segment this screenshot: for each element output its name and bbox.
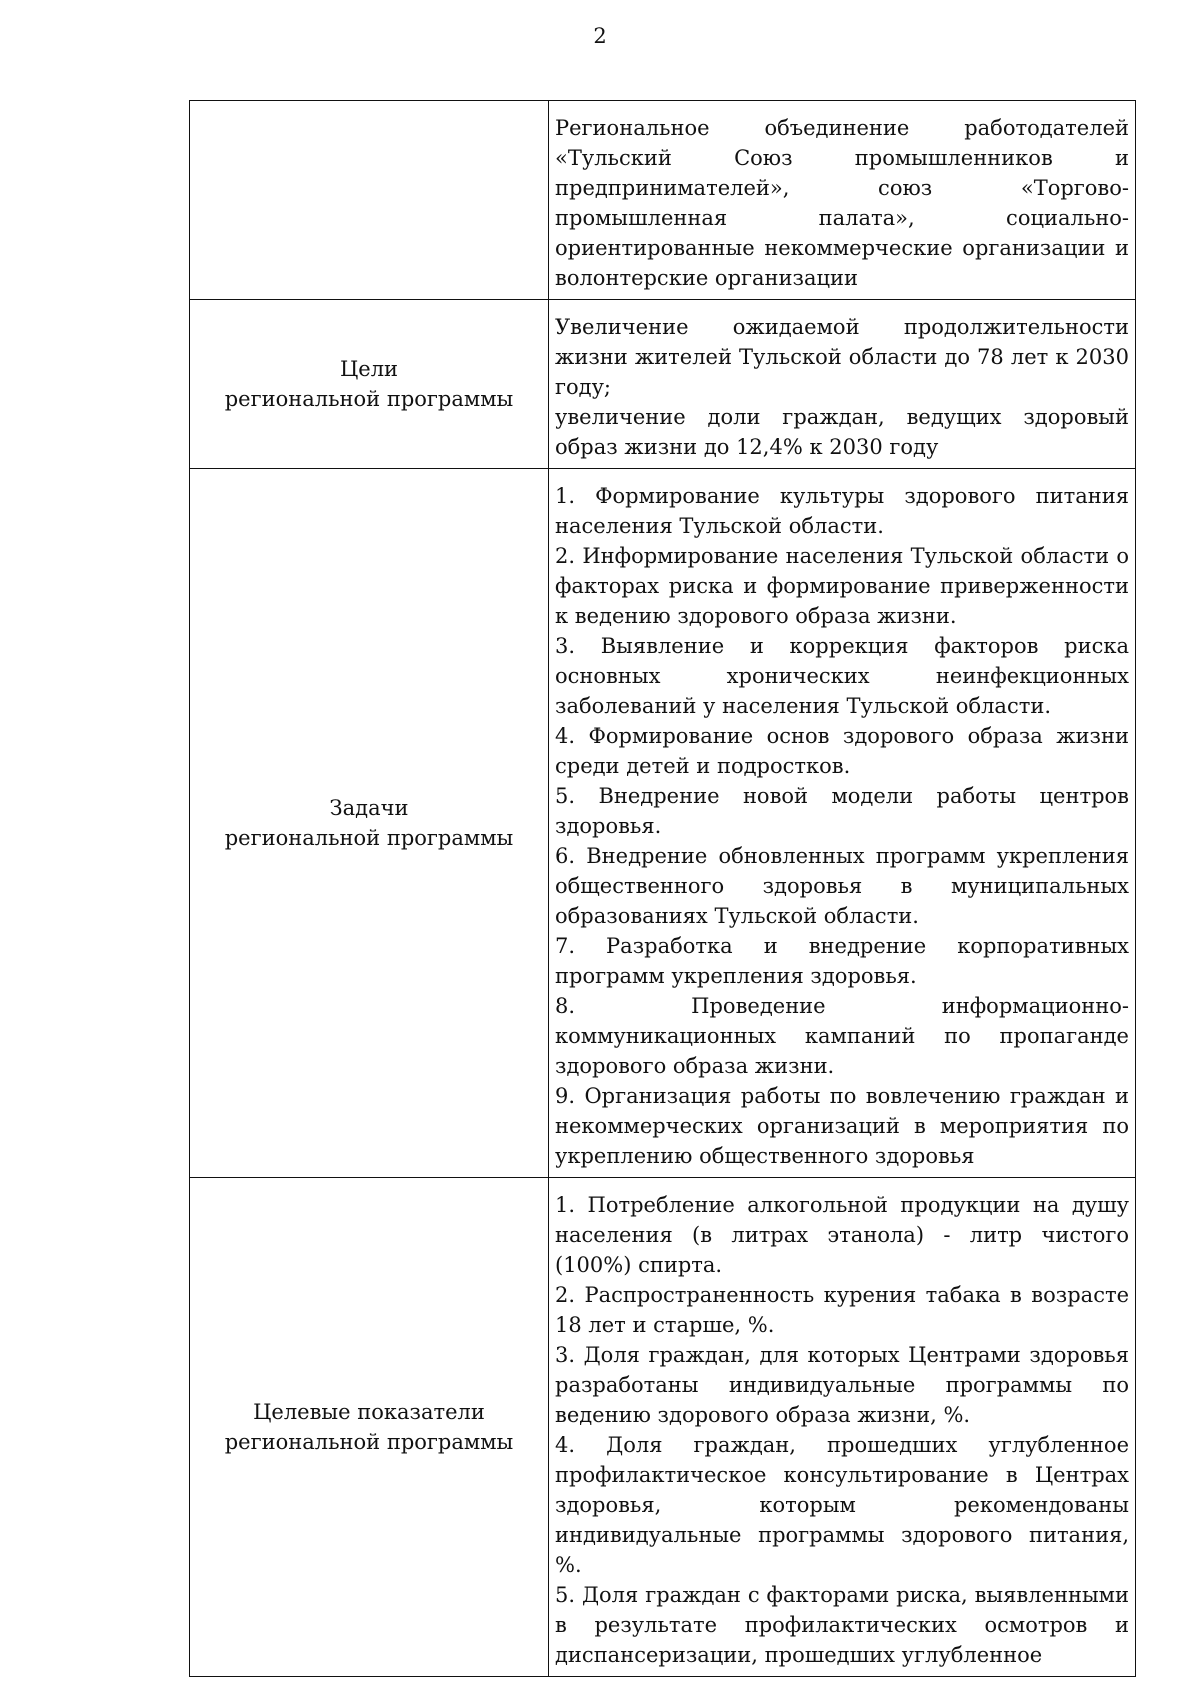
task-item: 9. Организация работы по вовлечению граждан и некоммерческих организаций в мероприятия по укреплению общественного здоровья bbox=[555, 1084, 1129, 1168]
participants-text: Региональное объединение работодателей «Тульский Союз промышленников и предпринимателей», союз «Торгово-промышленная палата», социально-ориентированные некоммерческие организации и волонтерские организации bbox=[555, 116, 1129, 290]
tasks-label-line-1: Задачи bbox=[329, 796, 409, 820]
label-cell-goals bbox=[190, 300, 549, 469]
table-row-indicators bbox=[190, 1178, 1136, 1677]
goals-label-line-1: Цели bbox=[339, 357, 399, 381]
content-cell-indicators bbox=[549, 1178, 1136, 1677]
program-passport-table bbox=[189, 100, 1136, 1677]
tasks-label-line-2: региональной программы bbox=[224, 826, 514, 850]
task-item: 8. Проведение информационно-коммуникационных кампаний по пропаганде здорового образа жизни. bbox=[555, 994, 1129, 1078]
label-cell-participants bbox=[190, 101, 549, 300]
task-item: 1. Формирование культуры здорового питания населения Тульской области. bbox=[555, 484, 1129, 538]
content-cell-participants bbox=[549, 101, 1136, 300]
indicator-item: 5. Доля граждан с факторами риска, выявленными в результате профилактических осмотров и диспансеризации, прошедших углубленное bbox=[555, 1583, 1129, 1667]
label-cell-tasks bbox=[190, 469, 549, 1178]
content-cell-tasks bbox=[549, 469, 1136, 1178]
content-cell-goals bbox=[549, 300, 1136, 469]
goal-item: увеличение доли граждан, ведущих здоровый образ жизни до 12,4% к 2030 году bbox=[555, 405, 1129, 459]
task-item: 6. Внедрение обновленных программ укрепления общественного здоровья в муниципальных образованиях Тульской области. bbox=[555, 844, 1129, 928]
goal-item: Увеличение ожидаемой продолжительности жизни жителей Тульской области до 78 лет к 2030 году; bbox=[555, 315, 1129, 399]
indicator-item: 4. Доля граждан, прошедших углубленное профилактическое консультирование в Центрах здоровья, которым рекомендованы индивидуальные программы здорового питания, %. bbox=[555, 1433, 1129, 1577]
task-item: 3. Выявление и коррекция факторов риска основных хронических неинфекционных заболеваний у населения Тульской области. bbox=[555, 634, 1129, 718]
page-number: 2 bbox=[593, 24, 607, 48]
task-item: 5. Внедрение новой модели работы центров здоровья. bbox=[555, 784, 1129, 838]
goals-label-line-2: региональной программы bbox=[224, 387, 514, 411]
task-item: 4. Формирование основ здорового образа жизни среди детей и подростков. bbox=[555, 724, 1129, 778]
task-item: 7. Разработка и внедрение корпоративных программ укрепления здоровья. bbox=[555, 934, 1129, 988]
table-row-participants bbox=[190, 101, 1136, 300]
label-cell-indicators bbox=[190, 1178, 549, 1677]
table-row-goals bbox=[190, 300, 1136, 469]
indicator-item: 3. Доля граждан, для которых Центрами здоровья разработаны индивидуальные программы по ведению здорового образа жизни, %. bbox=[555, 1343, 1129, 1427]
indicator-item: 1. Потребление алкогольной продукции на душу населения (в литрах этанола) - литр чистого (100%) спирта. bbox=[555, 1193, 1129, 1277]
indicators-label-line-2: региональной программы bbox=[224, 1430, 514, 1454]
indicator-item: 2. Распространенность курения табака в возрасте 18 лет и старше, %. bbox=[555, 1283, 1129, 1337]
table-row-tasks bbox=[190, 469, 1136, 1178]
indicators-label-line-1: Целевые показатели bbox=[253, 1400, 485, 1424]
task-item: 2. Информирование населения Тульской области о факторах риска и формирование приверженности к ведению здорового образа жизни. bbox=[555, 544, 1129, 628]
